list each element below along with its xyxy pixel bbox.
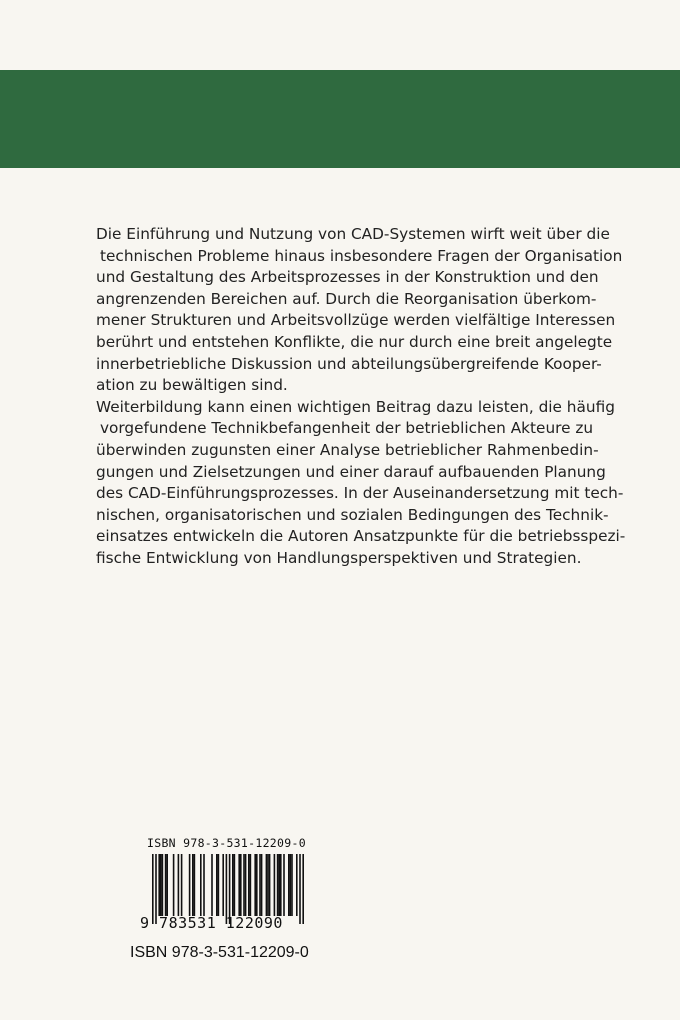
barcode-bar <box>158 854 160 916</box>
barcode-bar <box>254 854 256 916</box>
barcode-bar <box>256 854 258 916</box>
barcode-bar <box>250 854 252 916</box>
barcode-bar <box>269 854 271 916</box>
barcode-bar <box>222 854 224 916</box>
blurb-line: Die Einführung und Nutzung von CAD-Systemen wirft weit über die <box>96 225 610 243</box>
barcode-bar <box>203 854 205 916</box>
barcode-bar <box>162 854 164 916</box>
barcode-bar <box>178 854 180 916</box>
barcode-digits: 9 783531 122090 <box>140 914 283 932</box>
barcode-bar <box>160 854 162 916</box>
barcode-bar <box>283 854 285 916</box>
barcode-bar <box>234 854 236 916</box>
blurb-paragraph-2 <box>96 397 626 570</box>
barcode-bar <box>278 854 280 916</box>
barcode-bar <box>166 854 168 916</box>
blurb-line: einsatzes entwickeln die Autoren Ansatzpunkte für die betriebsspezi- <box>96 527 626 546</box>
blurb-line: vorgefundene Technikbefangenheit der betrieblichen Akteure zu <box>100 419 594 438</box>
cover-color-band <box>0 70 680 168</box>
barcode-bar <box>259 854 261 916</box>
barcode-bar <box>232 854 234 916</box>
barcode-bar <box>290 854 292 916</box>
barcode-isbn-label: ISBN 978-3-531-12209-0 <box>147 836 306 850</box>
barcode-bar <box>240 854 242 916</box>
barcode-bar <box>189 854 191 916</box>
blurb-line: innerbetriebliche Diskussion und abteilungsübergreifende Kooper- <box>96 354 602 373</box>
barcode-bar <box>216 854 218 916</box>
blurb-line: Weiterbildung kann einen wichtigen Beitrag dazu leisten, die häufig <box>96 397 615 416</box>
blurb-line: und Gestaltung des Arbeitsprozesses in der Konstruktion und den <box>96 268 599 287</box>
barcode-bar <box>200 854 202 916</box>
barcode-bar <box>291 854 293 916</box>
blurb-line: gungen und Zielsetzungen und einer darauf aufbauenden Planung <box>96 462 606 481</box>
barcode-bar <box>245 854 247 916</box>
blurb-line: angrenzenden Bereichen auf. Durch die Reorganisation überkom- <box>96 289 597 308</box>
barcode-block <box>140 836 310 932</box>
barcode-bar <box>238 854 240 916</box>
barcode-bar <box>192 854 194 916</box>
blurb-line: ation zu bewältigen sind. <box>96 376 288 395</box>
barcode-bar <box>299 854 301 924</box>
barcode-bar <box>243 854 245 916</box>
isbn-text: ISBN 978-3-531-12209-0 <box>130 944 309 961</box>
barcode-bar <box>261 854 263 916</box>
barcode-bar <box>277 854 279 916</box>
barcode-bar <box>280 854 282 916</box>
barcode-bar <box>211 854 213 916</box>
barcode-bar <box>181 854 183 916</box>
barcode-bar <box>267 854 269 916</box>
blurb-paragraph-1 <box>96 224 623 397</box>
barcode-bar <box>274 854 276 916</box>
barcode-bar <box>173 854 175 916</box>
barcode-bar <box>218 854 220 916</box>
blurb-line: technischen Probleme hinaus insbesondere Fragen der Organisation <box>100 246 623 265</box>
blurb-line: des CAD-Einführungsprozesses. In der Auseinandersetzung mit tech- <box>96 484 624 503</box>
blurb-line: mener Strukturen und Arbeitsvollzüge werden vielfältige Interessen <box>96 311 616 330</box>
blurb-line: fische Entwicklung von Handlungsperspektiven und Strategien. <box>96 548 582 567</box>
barcode-bar <box>248 854 250 916</box>
barcode-bar <box>296 854 298 916</box>
barcode-bar <box>288 854 290 916</box>
barcode-bar <box>194 854 196 916</box>
blurb-line: überwinden zugunsten einer Analyse betrieblicher Rahmenbedin- <box>96 440 599 459</box>
back-cover-blurb <box>96 224 626 570</box>
blurb-line: nischen, organisatorischen und sozialen Bedingungen des Technik- <box>96 505 609 524</box>
barcode-bar <box>266 854 268 916</box>
blurb-line: berührt und entstehen Konflikte, die nur durch eine breit angelegte <box>96 332 613 351</box>
barcode-bar <box>302 854 304 924</box>
barcode-bar <box>165 854 167 916</box>
